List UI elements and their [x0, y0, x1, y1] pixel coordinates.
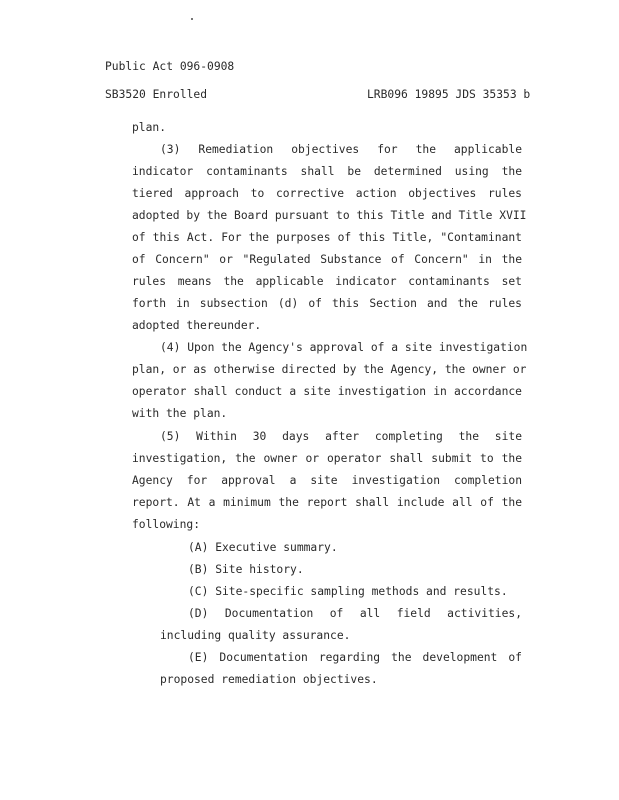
list-item: (C) Site-specific sampling methods and results.: [188, 585, 508, 598]
public-act-number: Public Act 096-0908: [105, 60, 235, 73]
body-line: rules means the applicable indicator contaminants set: [132, 275, 522, 288]
body-line: of this Act. For the purposes of this Title, "Contaminant: [132, 231, 522, 244]
body-line: plan.: [132, 121, 167, 134]
body-line: plan, or as otherwise directed by the Agency, the owner or: [132, 363, 527, 376]
body-line: with the plan.: [132, 407, 228, 420]
body-line: tiered approach to corrective action objectives rules: [132, 187, 522, 200]
list-item: (B) Site history.: [188, 563, 304, 576]
list-item-continuation: proposed remediation objectives.: [160, 673, 378, 686]
body-line: indicator contaminants shall be determined using the: [132, 165, 522, 178]
body-line: investigation, the owner or operator shall submit to the: [132, 452, 522, 465]
list-item: (D) Documentation of all field activities,: [188, 607, 522, 620]
body-line: operator shall conduct a site investigation in accordance: [132, 385, 522, 398]
body-line: of Concern" or "Regulated Substance of Concern" in the: [132, 253, 522, 266]
list-item: (E) Documentation regarding the development of: [188, 651, 522, 664]
body-line: following:: [132, 518, 201, 531]
body-line: report. At a minimum the report shall include all of the: [132, 496, 522, 509]
body-line: forth in subsection (d) of this Section and the rules: [132, 297, 522, 310]
body-line: Agency for approval a site investigation completion: [132, 474, 522, 487]
body-line: (3) Remediation objectives for the applicable: [160, 143, 522, 156]
list-item: (A) Executive summary.: [188, 541, 338, 554]
scan-speck: [191, 18, 193, 20]
bill-number: SB3520 Enrolled: [105, 88, 208, 101]
lrb-number: LRB096 19895 JDS 35353 b: [367, 88, 531, 101]
body-line: adopted thereunder.: [132, 319, 262, 332]
body-line: (4) Upon the Agency's approval of a site investigation: [160, 341, 528, 354]
body-line: (5) Within 30 days after completing the site: [160, 430, 522, 443]
list-item-continuation: including quality assurance.: [160, 629, 351, 642]
body-line: adopted by the Board pursuant to this Title and Title XVII: [132, 209, 527, 222]
